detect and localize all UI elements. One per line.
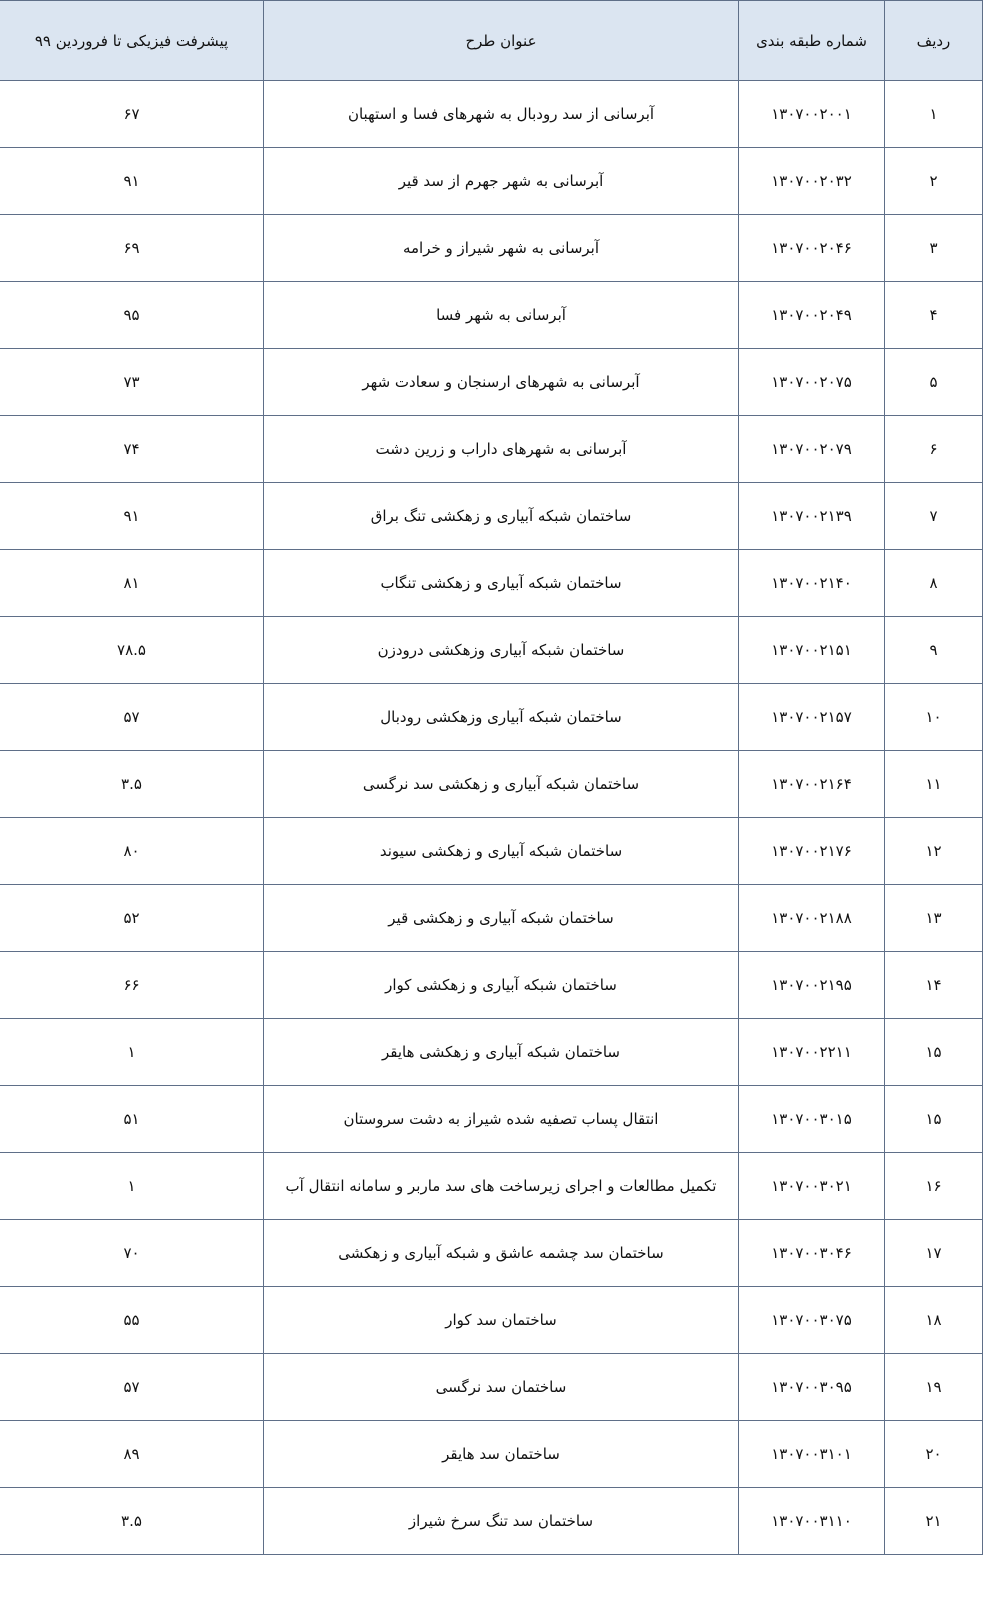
- row-number-cell: ۱۵: [885, 1019, 983, 1086]
- row-number-cell: ۲۰: [885, 1421, 983, 1488]
- physical-progress-cell: ۷۰: [0, 1220, 264, 1287]
- project-title-cell: ساختمان شبکه آبیاری و زهکشی کوار: [264, 952, 739, 1019]
- row-number-cell: ۹: [885, 617, 983, 684]
- project-title-cell: ساختمان سد نرگسی: [264, 1354, 739, 1421]
- project-title-cell: آبرسانی به شهرهای داراب و زرین دشت: [264, 416, 739, 483]
- project-title-cell: آبرسانی به شهر جهرم از سد قیر: [264, 148, 739, 215]
- table-row: [0, 416, 983, 483]
- row-number-cell: ۸: [885, 550, 983, 617]
- table-row: [0, 1153, 983, 1220]
- row-number-cell: ۳: [885, 215, 983, 282]
- table-row: [0, 617, 983, 684]
- project-title-cell: ساختمان شبکه آبیاری و زهکشی تنگ براق: [264, 483, 739, 550]
- table-row: [0, 751, 983, 818]
- classification-code-cell: ۱۳۰۷۰۰۳۱۱۰: [739, 1488, 885, 1555]
- classification-code-cell: ۱۳۰۷۰۰۲۰۰۱: [739, 81, 885, 148]
- classification-code-cell: ۱۳۰۷۰۰۳۰۹۵: [739, 1354, 885, 1421]
- row-number-cell: ۱۶: [885, 1153, 983, 1220]
- table-row: [0, 550, 983, 617]
- physical-progress-cell: ۶۷: [0, 81, 264, 148]
- physical-progress-cell: ۳.۵: [0, 1488, 264, 1555]
- physical-progress-cell: ۵۵: [0, 1287, 264, 1354]
- row-number-cell: ۷: [885, 483, 983, 550]
- row-number-cell: ۴: [885, 282, 983, 349]
- physical-progress-cell: ۶۶: [0, 952, 264, 1019]
- classification-code-cell: ۱۳۰۷۰۰۲۰۴۶: [739, 215, 885, 282]
- physical-progress-cell: ۸۹: [0, 1421, 264, 1488]
- project-title-cell: ساختمان سد تنگ سرخ شیراز: [264, 1488, 739, 1555]
- table-row: [0, 215, 983, 282]
- project-title-cell: انتقال پساب تصفیه شده شیراز به دشت سروستان: [264, 1086, 739, 1153]
- physical-progress-cell: ۵۷: [0, 1354, 264, 1421]
- physical-progress-cell: ۱: [0, 1153, 264, 1220]
- classification-code-cell: ۱۳۰۷۰۰۲۲۱۱: [739, 1019, 885, 1086]
- row-number-cell: ۱۸: [885, 1287, 983, 1354]
- physical-progress-cell: ۳.۵: [0, 751, 264, 818]
- classification-code-cell: ۱۳۰۷۰۰۲۱۹۵: [739, 952, 885, 1019]
- classification-code-cell: ۱۳۰۷۰۰۲۱۵۱: [739, 617, 885, 684]
- row-number-cell: ۱۷: [885, 1220, 983, 1287]
- physical-progress-cell: ۹۱: [0, 483, 264, 550]
- classification-code-cell: ۱۳۰۷۰۰۳۰۷۵: [739, 1287, 885, 1354]
- project-title-cell: آبرسانی از سد رودبال به شهرهای فسا و استهبان: [264, 81, 739, 148]
- physical-progress-cell: ۷۳: [0, 349, 264, 416]
- table-row: [0, 148, 983, 215]
- classification-code-cell: ۱۳۰۷۰۰۲۱۸۸: [739, 885, 885, 952]
- physical-progress-cell: ۵۲: [0, 885, 264, 952]
- project-title-cell: ساختمان شبکه آبیاری و زهکشی هایقر: [264, 1019, 739, 1086]
- project-title-cell: ساختمان شبکه آبیاری وزهکشی درودزن: [264, 617, 739, 684]
- classification-code-cell: ۱۳۰۷۰۰۳۰۱۵: [739, 1086, 885, 1153]
- classification-code-cell: ۱۳۰۷۰۰۲۱۶۴: [739, 751, 885, 818]
- project-title-cell: ساختمان شبکه آبیاری و زهکشی سیوند: [264, 818, 739, 885]
- physical-progress-cell: ۷۴: [0, 416, 264, 483]
- header-row-number: ردیف: [885, 1, 983, 81]
- classification-code-cell: ۱۳۰۷۰۰۲۰۷۹: [739, 416, 885, 483]
- row-number-cell: ۱۹: [885, 1354, 983, 1421]
- row-number-cell: ۱۱: [885, 751, 983, 818]
- physical-progress-cell: ۸۱: [0, 550, 264, 617]
- physical-progress-cell: ۵۱: [0, 1086, 264, 1153]
- project-title-cell: ساختمان سد کوار: [264, 1287, 739, 1354]
- project-title-cell: ساختمان سد هایقر: [264, 1421, 739, 1488]
- row-number-cell: ۲۱: [885, 1488, 983, 1555]
- table-row: [0, 952, 983, 1019]
- physical-progress-cell: ۱: [0, 1019, 264, 1086]
- header-physical-progress: پیشرفت فیزیکی تا فروردین ۹۹: [0, 1, 264, 81]
- table-row: [0, 885, 983, 952]
- row-number-cell: ۱۰: [885, 684, 983, 751]
- table-row: [0, 1421, 983, 1488]
- physical-progress-cell: ۷۸.۵: [0, 617, 264, 684]
- physical-progress-cell: ۹۵: [0, 282, 264, 349]
- row-number-cell: ۵: [885, 349, 983, 416]
- project-title-cell: تکمیل مطالعات و اجرای زیرساخت های سد ماربر و سامانه انتقال آب: [264, 1153, 739, 1220]
- row-number-cell: ۱۴: [885, 952, 983, 1019]
- table-row: [0, 1488, 983, 1555]
- classification-code-cell: ۱۳۰۷۰۰۲۱۴۰: [739, 550, 885, 617]
- classification-code-cell: ۱۳۰۷۰۰۲۰۳۲: [739, 148, 885, 215]
- table-row: [0, 282, 983, 349]
- table-row: [0, 684, 983, 751]
- physical-progress-cell: ۸۰: [0, 818, 264, 885]
- project-title-cell: ساختمان شبکه آبیاری وزهکشی رودبال: [264, 684, 739, 751]
- classification-code-cell: ۱۳۰۷۰۰۳۰۲۱: [739, 1153, 885, 1220]
- row-number-cell: ۱۵: [885, 1086, 983, 1153]
- classification-code-cell: ۱۳۰۷۰۰۲۰۷۵: [739, 349, 885, 416]
- table-row: [0, 1354, 983, 1421]
- classification-code-cell: ۱۳۰۷۰۰۲۱۷۶: [739, 818, 885, 885]
- table-body: [0, 81, 983, 1555]
- table-row: [0, 1086, 983, 1153]
- table-row: [0, 349, 983, 416]
- project-title-cell: ساختمان سد چشمه عاشق و شبکه آبیاری و زهکشی: [264, 1220, 739, 1287]
- row-number-cell: ۱: [885, 81, 983, 148]
- classification-code-cell: ۱۳۰۷۰۰۳۰۴۶: [739, 1220, 885, 1287]
- project-title-cell: ساختمان شبکه آبیاری و زهکشی قیر: [264, 885, 739, 952]
- classification-code-cell: ۱۳۰۷۰۰۳۱۰۱: [739, 1421, 885, 1488]
- row-number-cell: ۶: [885, 416, 983, 483]
- header-project-title: عنوان طرح: [264, 1, 739, 81]
- row-number-cell: ۱۲: [885, 818, 983, 885]
- project-title-cell: آبرسانی به شهر فسا: [264, 282, 739, 349]
- project-title-cell: آبرسانی به شهر شیراز و خرامه: [264, 215, 739, 282]
- table-row: [0, 81, 983, 148]
- row-number-cell: ۲: [885, 148, 983, 215]
- physical-progress-cell: ۹۱: [0, 148, 264, 215]
- row-number-cell: ۱۳: [885, 885, 983, 952]
- project-title-cell: ساختمان شبکه آبیاری و زهکشی سد نرگسی: [264, 751, 739, 818]
- table-row: [0, 483, 983, 550]
- project-title-cell: آبرسانی به شهرهای ارسنجان و سعادت شهر: [264, 349, 739, 416]
- physical-progress-cell: ۶۹: [0, 215, 264, 282]
- physical-progress-cell: ۵۷: [0, 684, 264, 751]
- header-classification-code: شماره طبقه بندی: [739, 1, 885, 81]
- project-title-cell: ساختمان شبکه آبیاری و زهکشی تنگاب: [264, 550, 739, 617]
- classification-code-cell: ۱۳۰۷۰۰۲۱۵۷: [739, 684, 885, 751]
- table-row: [0, 1220, 983, 1287]
- table-row: [0, 818, 983, 885]
- table-row: [0, 1287, 983, 1354]
- classification-code-cell: ۱۳۰۷۰۰۲۱۳۹: [739, 483, 885, 550]
- table-header-row: [0, 1, 983, 81]
- classification-code-cell: ۱۳۰۷۰۰۲۰۴۹: [739, 282, 885, 349]
- table-row: [0, 1019, 983, 1086]
